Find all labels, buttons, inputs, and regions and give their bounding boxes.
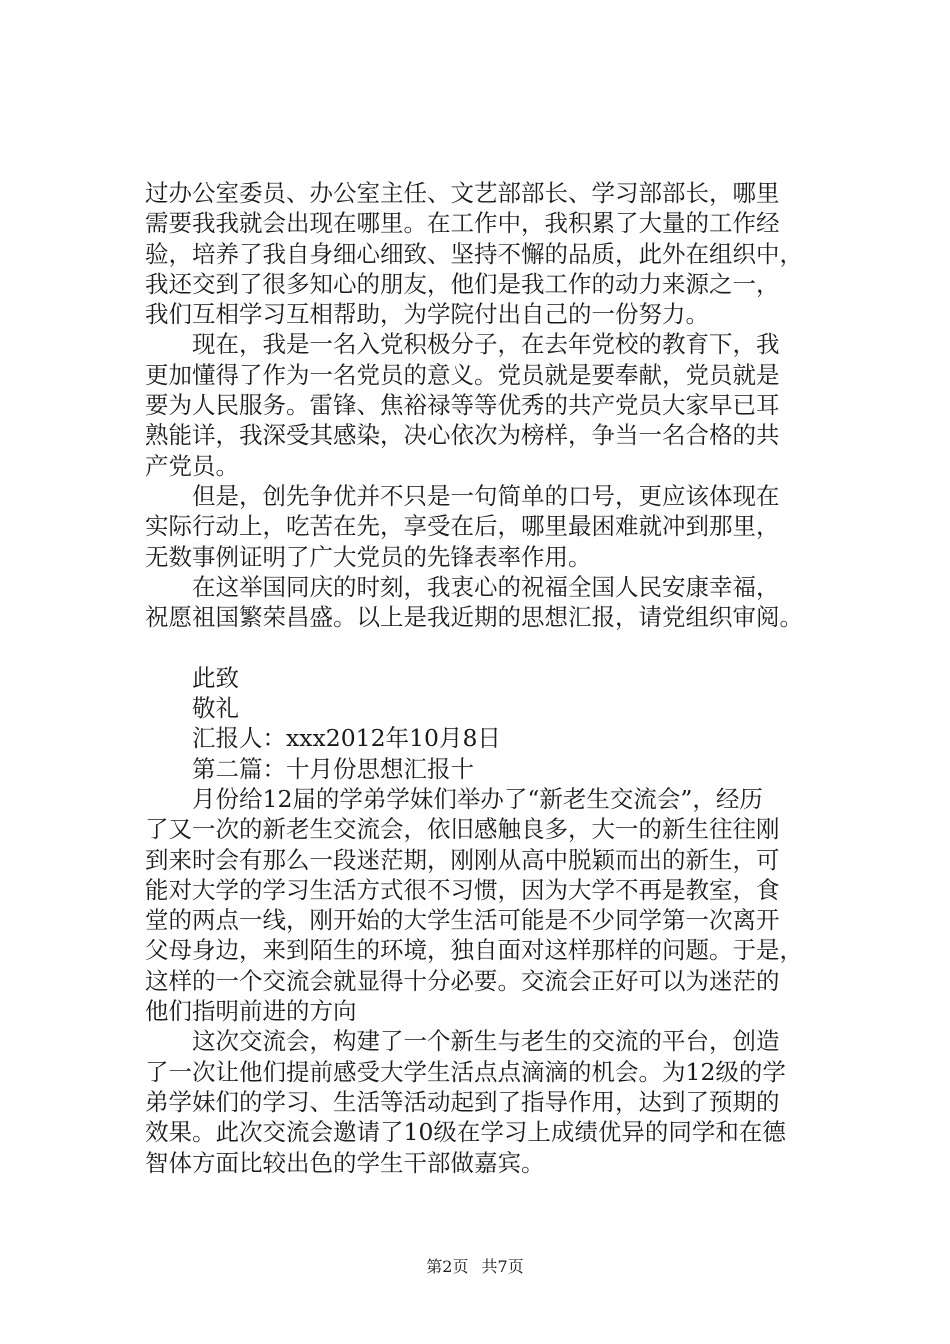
text-line: 我们互相学习互相帮助，为学院付出自己的一份努力。: [145, 300, 709, 329]
text-line: 在这举国同庆的时刻，我衷心的祝福全国人民安康幸福，: [145, 572, 780, 601]
text-line: 了又一次的新老生交流会，依旧感触良多，大一的新生往往刚: [145, 815, 780, 844]
text-line: 祝愿祖国繁荣昌盛。以上是我近期的思想汇报，请党组织审阅。: [145, 603, 803, 632]
text-line: 但是，创先争优并不只是一句简单的口号，更应该体现在: [145, 481, 780, 510]
text-line: 熟能详，我深受其感染，决心依次为榜样，争当一名合格的共: [145, 421, 780, 450]
page-total: 共7页: [481, 1257, 524, 1276]
document-body: [145, 178, 845, 1178]
text-line: 到来时会有那么一段迷茫期，刚刚从高中脱颖而出的新生，可: [145, 845, 780, 874]
page-number: 第2页: [426, 1257, 469, 1276]
text-line: 月份给12届的学弟学妹们举办了“新老生交流会”，经历: [145, 784, 763, 813]
text-line: 效果。此次交流会邀请了10级在学习上成绩优异的同学和在德: [145, 1118, 786, 1147]
text-line: 这次交流会，构建了一个新生与老生的交流的平台，创造: [145, 1027, 780, 1056]
text-line: 这样的一个交流会就显得十分必要。交流会正好可以为迷茫的: [145, 966, 780, 995]
text-line: 验，培养了我自身细心细致、坚持不懈的品质，此外在组织中，: [145, 239, 803, 268]
text-line: 需要我我就会出现在哪里。在工作中，我积累了大量的工作经: [145, 209, 780, 238]
blank-line: [145, 632, 845, 662]
text-line: 更加懂得了作为一名党员的意义。党员就是要奉献，党员就是: [145, 360, 780, 389]
text-line: 过办公室委员、办公室主任、文艺部部长、学习部部长，哪里: [145, 179, 780, 207]
text-line: 第二篇：十月份思想汇报十: [145, 754, 474, 783]
text-line: 他们指明前进的方向: [145, 997, 357, 1026]
text-line: 敬礼: [145, 694, 239, 723]
text-line: 此致: [145, 663, 239, 692]
text-line: 汇报人：xxx2012年10月8日: [145, 724, 501, 753]
text-line: 智体方面比较出色的学生干部做嘉宾。: [145, 1148, 545, 1177]
text-line: 弟学妹们的学习、生活等活动起到了指导作用，达到了预期的: [145, 1087, 780, 1116]
text-line: 我还交到了很多知心的朋友，他们是我工作的动力来源之一，: [145, 269, 780, 298]
text-line: 能对大学的学习生活方式很不习惯，因为大学不再是教室，食: [145, 875, 780, 904]
text-line: 要为人民服务。雷锋、焦裕禄等等优秀的共产党员大家早已耳: [145, 391, 780, 420]
text-line: 堂的两点一线，刚开始的大学生活可能是不少同学第一次离开: [145, 906, 780, 935]
text-line: 无数事例证明了广大党员的先锋表率作用。: [145, 542, 592, 571]
page-footer: [0, 1256, 950, 1278]
text-line: 实际行动上，吃苦在先，享受在后，哪里最困难就冲到那里，: [145, 512, 780, 541]
text-line: 现在，我是一名入党积极分子，在去年党校的教育下，我: [145, 330, 780, 359]
text-line: 产党员。: [145, 451, 239, 480]
text-line: 父母身边，来到陌生的环境，独自面对这样那样的问题。于是，: [145, 936, 803, 965]
text-line: 了一次让他们提前感受大学生活点点滴滴的机会。为12级的学: [145, 1057, 786, 1086]
